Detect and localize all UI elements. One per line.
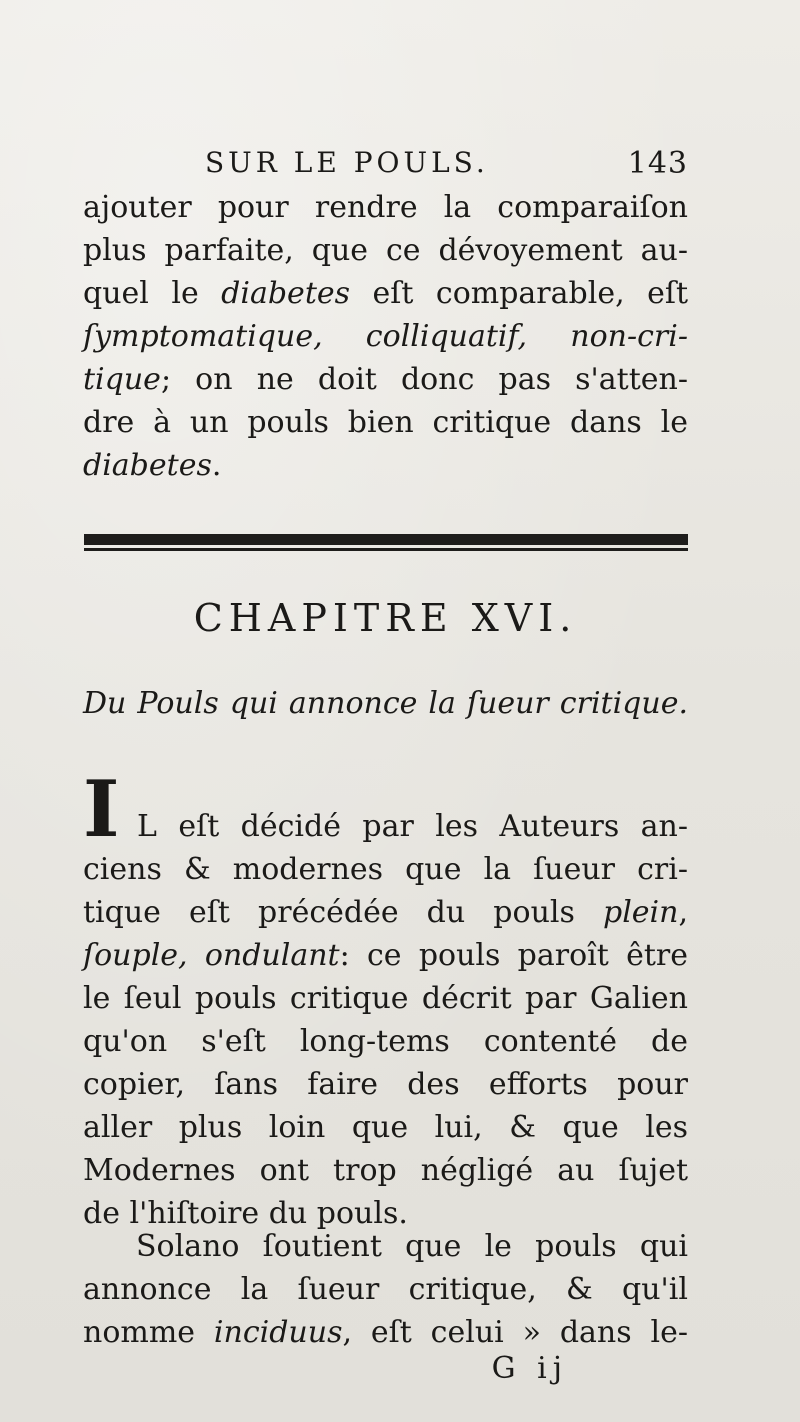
text-line: diabetes. <box>83 448 222 483</box>
text-line: tique eſt précédée du pouls plein, <box>83 895 688 930</box>
text-line: le ſeul pouls critique décrit par Galien <box>83 981 688 1016</box>
text-line: Solano ſoutient que le pouls qui <box>136 1229 688 1264</box>
text-line: quel le diabetes eſt comparable, eſt <box>83 276 688 311</box>
text-line: nomme inciduus, eſt celui » dans le- <box>83 1315 688 1350</box>
running-title: SUR LE POULS. <box>205 146 489 179</box>
text-line: annonce la ſueur critique, & qu'il <box>83 1272 688 1307</box>
text-line: plus parfaite, que ce dévoyement au- <box>83 233 688 268</box>
signature-mark: G ij <box>491 1351 568 1386</box>
chapter-subtitle: Du Pouls qui annonce la ſueur critique. <box>83 686 688 721</box>
text-line: tique; on ne doit donc pas s'atten- <box>83 362 688 397</box>
text-line: Modernes ont trop négligé au ſujet <box>83 1153 688 1188</box>
text-line: copier, ſans faire des efforts pour <box>83 1067 688 1102</box>
second-paragraph <box>83 1225 688 1354</box>
chapter-title: CHAPITRE XVI. <box>193 596 578 640</box>
text-line: ſouple, ondulant: ce pouls paroît être <box>83 938 688 973</box>
body-paragraph <box>83 805 688 1235</box>
text-line: aller plus loin que lui, & que les <box>83 1110 688 1145</box>
text-line: dre à un pouls bien critique dans le <box>83 405 688 440</box>
drop-cap: I <box>83 764 120 855</box>
chapter-divider-rule <box>84 534 688 554</box>
page-number: 143 <box>627 146 688 181</box>
running-head <box>83 146 688 186</box>
text-line: de l'hiſtoire du pouls. <box>83 1196 408 1231</box>
text-line: ajouter pour rendre la comparaiſon <box>83 190 688 225</box>
text-line: ſymptomatique, colliquatif, non-cri- <box>83 319 688 354</box>
text-line: L eſt décidé par les Auteurs an- <box>137 809 688 844</box>
text-line: qu'on s'eſt long-tems contenté de <box>83 1024 688 1059</box>
text-line: ciens & modernes que la ſueur cri- <box>83 852 688 887</box>
top-paragraph <box>83 186 688 487</box>
